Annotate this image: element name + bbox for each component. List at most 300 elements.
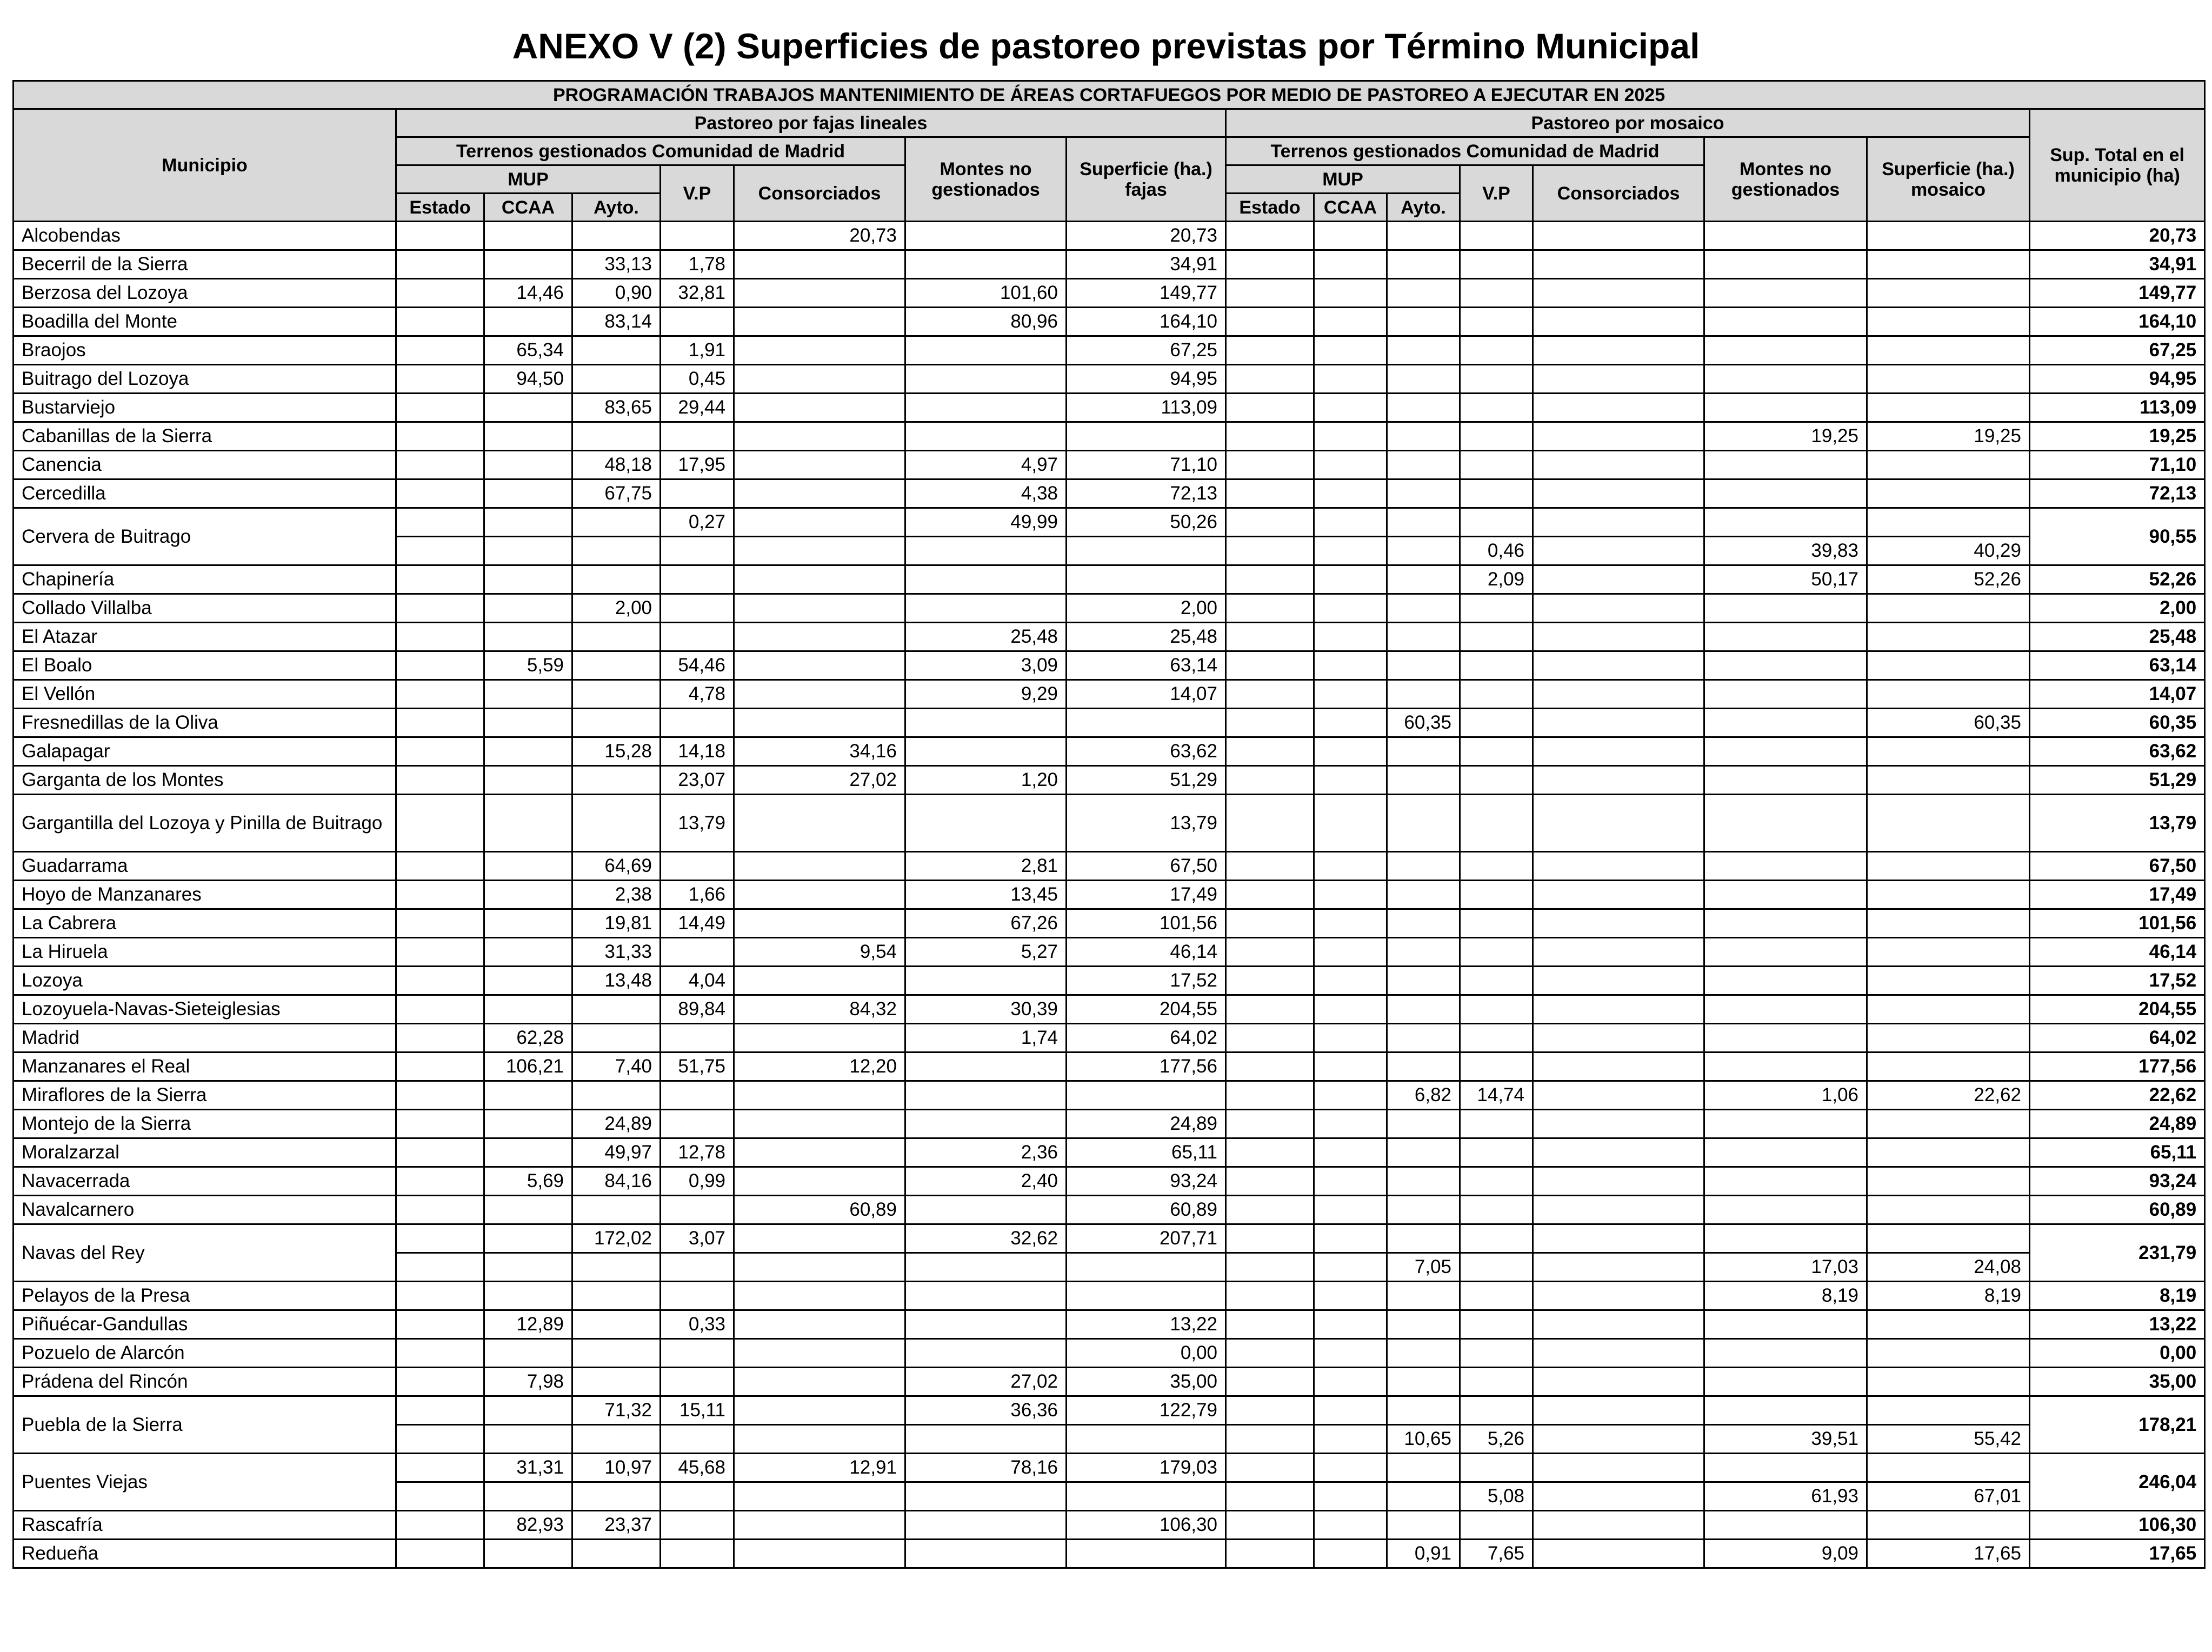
cell-total: 19,25 bbox=[2030, 422, 2205, 451]
cell-mosaico-ayto bbox=[1387, 1310, 1460, 1339]
table-row bbox=[14, 1310, 2205, 1339]
cell-total: 65,11 bbox=[2030, 1138, 2205, 1167]
cell-fajas-ayto bbox=[572, 1425, 661, 1454]
cell-fajas-ccaa bbox=[484, 422, 572, 451]
cell-total: 149,77 bbox=[2030, 279, 2205, 308]
cell-fajas-ccaa: 5,59 bbox=[484, 651, 572, 680]
cell-fajas-superficie: 14,07 bbox=[1067, 680, 1226, 709]
cell-mosaico-montes bbox=[1704, 967, 1867, 995]
cell-mosaico-vp bbox=[1460, 1053, 1533, 1081]
cell-mosaico-vp bbox=[1460, 967, 1533, 995]
cell-fajas-vp: 14,49 bbox=[661, 909, 734, 938]
cell-total: 178,21 bbox=[2030, 1396, 2205, 1454]
cell-fajas-vp bbox=[661, 479, 734, 508]
cell-fajas-consorciados bbox=[734, 1282, 905, 1310]
cell-fajas-consorciados bbox=[734, 623, 905, 651]
cell-mosaico-superficie bbox=[1867, 1310, 2030, 1339]
cell-mosaico-ccaa bbox=[1314, 909, 1387, 938]
cell-fajas-vp: 14,18 bbox=[661, 737, 734, 766]
cell-mosaico-montes bbox=[1704, 394, 1867, 422]
cell-fajas-estado bbox=[396, 1081, 484, 1110]
table-row bbox=[14, 336, 2205, 365]
cell-mosaico-vp bbox=[1460, 279, 1533, 308]
cell-mosaico-consorciados bbox=[1533, 1196, 1704, 1224]
cell-mosaico-montes: 39,51 bbox=[1704, 1425, 1867, 1454]
table-row bbox=[14, 737, 2205, 766]
cell-mosaico-superficie bbox=[1867, 451, 2030, 479]
cell-mosaico-ayto bbox=[1387, 623, 1460, 651]
cell-mosaico-montes: 9,09 bbox=[1704, 1540, 1867, 1568]
cell-fajas-ayto bbox=[572, 1339, 661, 1368]
cell-total: 2,00 bbox=[2030, 594, 2205, 623]
cell-fajas-consorciados bbox=[734, 1081, 905, 1110]
cell-mosaico-superficie: 17,65 bbox=[1867, 1540, 2030, 1568]
cell-mosaico-ayto bbox=[1387, 365, 1460, 394]
cell-municipio: Navas del Rey bbox=[14, 1224, 396, 1282]
cell-fajas-ccaa: 5,69 bbox=[484, 1167, 572, 1196]
cell-fajas-montes bbox=[905, 1253, 1067, 1282]
cell-fajas-superficie bbox=[1067, 1540, 1226, 1568]
cell-fajas-superficie: 13,22 bbox=[1067, 1310, 1226, 1339]
cell-mosaico-estado bbox=[1226, 1224, 1314, 1253]
cell-fajas-ccaa: 65,34 bbox=[484, 336, 572, 365]
cell-fajas-consorciados bbox=[734, 1339, 905, 1368]
cell-mosaico-vp bbox=[1460, 1310, 1533, 1339]
cell-mosaico-vp bbox=[1460, 651, 1533, 680]
cell-fajas-ayto bbox=[572, 336, 661, 365]
cell-fajas-ccaa bbox=[484, 766, 572, 795]
cell-mosaico-vp bbox=[1460, 709, 1533, 737]
cell-mosaico-estado bbox=[1226, 394, 1314, 422]
cell-mosaico-superficie bbox=[1867, 680, 2030, 709]
cell-mosaico-ayto bbox=[1387, 1110, 1460, 1138]
cell-fajas-consorciados bbox=[734, 279, 905, 308]
cell-mosaico-estado bbox=[1226, 1310, 1314, 1339]
table-row bbox=[14, 508, 2205, 537]
cell-fajas-ccaa bbox=[484, 508, 572, 537]
table-row bbox=[14, 995, 2205, 1024]
cell-fajas-vp: 4,04 bbox=[661, 967, 734, 995]
cell-mosaico-ccaa bbox=[1314, 365, 1387, 394]
cell-total: 14,07 bbox=[2030, 680, 2205, 709]
cell-mosaico-consorciados bbox=[1533, 1511, 1704, 1540]
cell-fajas-ccaa bbox=[484, 909, 572, 938]
cell-mosaico-consorciados bbox=[1533, 1339, 1704, 1368]
cell-mosaico-vp bbox=[1460, 1138, 1533, 1167]
cell-fajas-montes bbox=[905, 1282, 1067, 1310]
cell-fajas-montes bbox=[905, 250, 1067, 279]
cell-fajas-ayto: 31,33 bbox=[572, 938, 661, 967]
cell-mosaico-ayto bbox=[1387, 279, 1460, 308]
cell-mosaico-superficie bbox=[1867, 394, 2030, 422]
header-mosaico-consorciados: Consorciados bbox=[1533, 165, 1704, 222]
cell-municipio: Rascafría bbox=[14, 1511, 396, 1540]
cell-mosaico-montes bbox=[1704, 680, 1867, 709]
header-fajas-mup: MUP bbox=[396, 165, 661, 194]
cell-fajas-vp bbox=[661, 1110, 734, 1138]
table-row bbox=[14, 1282, 2205, 1310]
cell-fajas-estado bbox=[396, 1339, 484, 1368]
cell-mosaico-vp bbox=[1460, 451, 1533, 479]
table-row bbox=[14, 1081, 2205, 1110]
cell-fajas-montes bbox=[905, 394, 1067, 422]
cell-mosaico-montes bbox=[1704, 508, 1867, 537]
cell-fajas-consorciados: 12,91 bbox=[734, 1454, 905, 1482]
table-row bbox=[14, 394, 2205, 422]
cell-mosaico-superficie: 22,62 bbox=[1867, 1081, 2030, 1110]
cell-mosaico-consorciados bbox=[1533, 279, 1704, 308]
cell-municipio: Braojos bbox=[14, 336, 396, 365]
cell-total: 63,14 bbox=[2030, 651, 2205, 680]
cell-fajas-superficie: 207,71 bbox=[1067, 1224, 1226, 1253]
cell-mosaico-montes bbox=[1704, 709, 1867, 737]
cell-fajas-vp: 23,07 bbox=[661, 766, 734, 795]
cell-fajas-estado bbox=[396, 1053, 484, 1081]
cell-fajas-superficie bbox=[1067, 537, 1226, 565]
cell-mosaico-superficie: 8,19 bbox=[1867, 1282, 2030, 1310]
cell-fajas-superficie: 179,03 bbox=[1067, 1454, 1226, 1482]
cell-total: 60,89 bbox=[2030, 1196, 2205, 1224]
cell-mosaico-consorciados bbox=[1533, 1454, 1704, 1482]
cell-total: 20,73 bbox=[2030, 222, 2205, 250]
cell-fajas-estado bbox=[396, 1024, 484, 1053]
cell-municipio: La Hiruela bbox=[14, 938, 396, 967]
cell-mosaico-ccaa bbox=[1314, 938, 1387, 967]
cell-mosaico-montes bbox=[1704, 1224, 1867, 1253]
cell-fajas-superficie: 20,73 bbox=[1067, 222, 1226, 250]
cell-fajas-ccaa bbox=[484, 1425, 572, 1454]
cell-fajas-consorciados bbox=[734, 709, 905, 737]
cell-mosaico-vp bbox=[1460, 365, 1533, 394]
cell-mosaico-ayto bbox=[1387, 479, 1460, 508]
table-row bbox=[14, 881, 2205, 909]
cell-mosaico-ayto: 0,91 bbox=[1387, 1540, 1460, 1568]
cell-mosaico-consorciados bbox=[1533, 1167, 1704, 1196]
cell-fajas-superficie: 65,11 bbox=[1067, 1138, 1226, 1167]
cell-mosaico-estado bbox=[1226, 909, 1314, 938]
cell-municipio: Garganta de los Montes bbox=[14, 766, 396, 795]
cell-fajas-consorciados bbox=[734, 1540, 905, 1568]
table-row bbox=[14, 565, 2205, 594]
cell-municipio: Alcobendas bbox=[14, 222, 396, 250]
header-fajas-superficie: Superficie (ha.) fajas bbox=[1067, 137, 1226, 222]
cell-fajas-vp bbox=[661, 222, 734, 250]
cell-fajas-consorciados bbox=[734, 1310, 905, 1339]
cell-total: 113,09 bbox=[2030, 394, 2205, 422]
cell-fajas-superficie: 71,10 bbox=[1067, 451, 1226, 479]
cell-mosaico-consorciados bbox=[1533, 394, 1704, 422]
table-row bbox=[14, 1196, 2205, 1224]
cell-fajas-montes bbox=[905, 422, 1067, 451]
cell-fajas-montes: 4,38 bbox=[905, 479, 1067, 508]
cell-mosaico-vp bbox=[1460, 1253, 1533, 1282]
cell-fajas-estado bbox=[396, 795, 484, 852]
cell-mosaico-superficie: 40,29 bbox=[1867, 537, 2030, 565]
cell-fajas-ayto bbox=[572, 1310, 661, 1339]
table-row bbox=[14, 766, 2205, 795]
cell-mosaico-superficie bbox=[1867, 308, 2030, 336]
cell-municipio: Redueña bbox=[14, 1540, 396, 1568]
cell-mosaico-ayto: 6,82 bbox=[1387, 1081, 1460, 1110]
cell-mosaico-superficie bbox=[1867, 623, 2030, 651]
cell-mosaico-estado bbox=[1226, 623, 1314, 651]
cell-mosaico-superficie bbox=[1867, 1167, 2030, 1196]
cell-municipio: La Cabrera bbox=[14, 909, 396, 938]
cell-municipio: Piñuécar-Gandullas bbox=[14, 1310, 396, 1339]
cell-mosaico-consorciados bbox=[1533, 1540, 1704, 1568]
cell-fajas-montes bbox=[905, 1310, 1067, 1339]
table-row bbox=[14, 938, 2205, 967]
cell-mosaico-superficie bbox=[1867, 1110, 2030, 1138]
cell-fajas-montes: 2,81 bbox=[905, 852, 1067, 881]
cell-fajas-consorciados bbox=[734, 336, 905, 365]
cell-fajas-estado bbox=[396, 1310, 484, 1339]
cell-fajas-estado bbox=[396, 1138, 484, 1167]
cell-fajas-ayto bbox=[572, 680, 661, 709]
cell-fajas-ayto bbox=[572, 709, 661, 737]
cell-fajas-ccaa: 12,89 bbox=[484, 1310, 572, 1339]
table-row bbox=[14, 909, 2205, 938]
cell-fajas-montes bbox=[905, 1339, 1067, 1368]
cell-fajas-estado bbox=[396, 308, 484, 336]
cell-fajas-ayto bbox=[572, 1368, 661, 1396]
cell-mosaico-montes bbox=[1704, 852, 1867, 881]
cell-fajas-vp bbox=[661, 852, 734, 881]
cell-fajas-montes bbox=[905, 1482, 1067, 1511]
cell-mosaico-ccaa bbox=[1314, 995, 1387, 1024]
cell-mosaico-montes bbox=[1704, 1368, 1867, 1396]
cell-fajas-ayto: 172,02 bbox=[572, 1224, 661, 1253]
header-fajas-ayto: Ayto. bbox=[572, 194, 661, 222]
cell-mosaico-ccaa bbox=[1314, 680, 1387, 709]
cell-mosaico-superficie bbox=[1867, 1196, 2030, 1224]
cell-mosaico-consorciados bbox=[1533, 1138, 1704, 1167]
cell-mosaico-vp bbox=[1460, 881, 1533, 909]
cell-fajas-vp bbox=[661, 422, 734, 451]
cell-mosaico-estado bbox=[1226, 1167, 1314, 1196]
cell-fajas-vp bbox=[661, 1482, 734, 1511]
cell-total: 231,79 bbox=[2030, 1224, 2205, 1282]
cell-total: 17,52 bbox=[2030, 967, 2205, 995]
cell-mosaico-ccaa bbox=[1314, 250, 1387, 279]
cell-fajas-vp: 17,95 bbox=[661, 451, 734, 479]
cell-fajas-consorciados: 20,73 bbox=[734, 222, 905, 250]
cell-total: 24,89 bbox=[2030, 1110, 2205, 1138]
cell-fajas-ccaa bbox=[484, 308, 572, 336]
cell-fajas-montes bbox=[905, 737, 1067, 766]
cell-mosaico-consorciados bbox=[1533, 422, 1704, 451]
cell-fajas-ayto: 83,65 bbox=[572, 394, 661, 422]
cell-mosaico-ccaa bbox=[1314, 394, 1387, 422]
cell-fajas-ccaa bbox=[484, 967, 572, 995]
cell-mosaico-estado bbox=[1226, 1368, 1314, 1396]
cell-mosaico-consorciados bbox=[1533, 336, 1704, 365]
cell-municipio: Cabanillas de la Sierra bbox=[14, 422, 396, 451]
cell-fajas-estado bbox=[396, 1110, 484, 1138]
cell-mosaico-superficie bbox=[1867, 1396, 2030, 1425]
cell-fajas-consorciados bbox=[734, 394, 905, 422]
cell-fajas-vp: 1,66 bbox=[661, 881, 734, 909]
cell-mosaico-consorciados bbox=[1533, 737, 1704, 766]
cell-fajas-montes bbox=[905, 537, 1067, 565]
cell-mosaico-estado bbox=[1226, 1138, 1314, 1167]
cell-mosaico-superficie: 67,01 bbox=[1867, 1482, 2030, 1511]
cell-fajas-ccaa bbox=[484, 995, 572, 1024]
cell-mosaico-vp bbox=[1460, 680, 1533, 709]
cell-fajas-vp bbox=[661, 1368, 734, 1396]
cell-fajas-ccaa bbox=[484, 680, 572, 709]
cell-fajas-consorciados bbox=[734, 1224, 905, 1253]
cell-municipio: Chapinería bbox=[14, 565, 396, 594]
cell-mosaico-vp bbox=[1460, 1454, 1533, 1482]
cell-fajas-ccaa bbox=[484, 1224, 572, 1253]
cell-mosaico-estado bbox=[1226, 451, 1314, 479]
cell-mosaico-consorciados bbox=[1533, 967, 1704, 995]
cell-mosaico-vp bbox=[1460, 1110, 1533, 1138]
cell-mosaico-estado bbox=[1226, 508, 1314, 537]
cell-total: 106,30 bbox=[2030, 1511, 2205, 1540]
cell-mosaico-estado bbox=[1226, 766, 1314, 795]
page-title: ANEXO V (2) Superficies de pastoreo previstas por Término Municipal bbox=[512, 26, 1700, 66]
cell-mosaico-consorciados bbox=[1533, 365, 1704, 394]
table-row bbox=[14, 422, 2205, 451]
cell-fajas-montes: 101,60 bbox=[905, 279, 1067, 308]
cell-mosaico-superficie bbox=[1867, 508, 2030, 537]
cell-mosaico-ccaa bbox=[1314, 222, 1387, 250]
header-fajas-estado: Estado bbox=[396, 194, 484, 222]
cell-fajas-ayto bbox=[572, 222, 661, 250]
cell-municipio: Cervera de Buitrago bbox=[14, 508, 396, 565]
cell-fajas-ayto bbox=[572, 1282, 661, 1310]
cell-mosaico-montes bbox=[1704, 308, 1867, 336]
cell-mosaico-ayto bbox=[1387, 651, 1460, 680]
cell-mosaico-superficie bbox=[1867, 766, 2030, 795]
cell-fajas-ccaa bbox=[484, 938, 572, 967]
cell-mosaico-estado bbox=[1226, 1196, 1314, 1224]
table-row bbox=[14, 308, 2205, 336]
cell-mosaico-consorciados bbox=[1533, 508, 1704, 537]
cell-fajas-ccaa bbox=[484, 852, 572, 881]
table-row bbox=[14, 451, 2205, 479]
cell-fajas-estado bbox=[396, 737, 484, 766]
cell-mosaico-ayto bbox=[1387, 222, 1460, 250]
cell-mosaico-ccaa bbox=[1314, 1167, 1387, 1196]
cell-mosaico-superficie bbox=[1867, 1138, 2030, 1167]
table-row bbox=[14, 1540, 2205, 1568]
cell-mosaico-montes bbox=[1704, 1396, 1867, 1425]
cell-mosaico-montes: 50,17 bbox=[1704, 565, 1867, 594]
header-fajas-group: Pastoreo por fajas lineales bbox=[396, 109, 1226, 137]
cell-fajas-ccaa: 7,98 bbox=[484, 1368, 572, 1396]
cell-mosaico-ccaa bbox=[1314, 623, 1387, 651]
cell-fajas-montes bbox=[905, 1540, 1067, 1568]
cell-fajas-vp bbox=[661, 1282, 734, 1310]
cell-municipio: Manzanares el Real bbox=[14, 1053, 396, 1081]
header-fajas-montes: Montes no gestionados bbox=[905, 137, 1067, 222]
cell-mosaico-consorciados bbox=[1533, 909, 1704, 938]
cell-fajas-superficie: 50,26 bbox=[1067, 508, 1226, 537]
cell-fajas-vp: 1,78 bbox=[661, 250, 734, 279]
cell-fajas-montes: 4,97 bbox=[905, 451, 1067, 479]
cell-fajas-ayto: 24,89 bbox=[572, 1110, 661, 1138]
cell-mosaico-montes bbox=[1704, 1024, 1867, 1053]
cell-fajas-superficie: 2,00 bbox=[1067, 594, 1226, 623]
cell-mosaico-ccaa bbox=[1314, 279, 1387, 308]
cell-mosaico-estado bbox=[1226, 365, 1314, 394]
cell-mosaico-ccaa bbox=[1314, 565, 1387, 594]
table-row bbox=[14, 1224, 2205, 1253]
header-mosaico-ccaa: CCAA bbox=[1314, 194, 1387, 222]
cell-fajas-consorciados: 27,02 bbox=[734, 766, 905, 795]
cell-fajas-superficie: 93,24 bbox=[1067, 1167, 1226, 1196]
cell-fajas-vp bbox=[661, 1511, 734, 1540]
cell-mosaico-superficie bbox=[1867, 479, 2030, 508]
cell-mosaico-ayto bbox=[1387, 1454, 1460, 1482]
cell-fajas-montes: 32,62 bbox=[905, 1224, 1067, 1253]
cell-fajas-vp bbox=[661, 1540, 734, 1568]
cell-mosaico-montes bbox=[1704, 1310, 1867, 1339]
cell-municipio: Boadilla del Monte bbox=[14, 308, 396, 336]
cell-mosaico-montes bbox=[1704, 250, 1867, 279]
table-row bbox=[14, 1110, 2205, 1138]
cell-mosaico-superficie bbox=[1867, 1339, 2030, 1368]
cell-fajas-superficie: 64,02 bbox=[1067, 1024, 1226, 1053]
cell-fajas-estado bbox=[396, 680, 484, 709]
cell-fajas-ayto bbox=[572, 565, 661, 594]
cell-total: 60,35 bbox=[2030, 709, 2205, 737]
cell-mosaico-ayto bbox=[1387, 680, 1460, 709]
cell-mosaico-ccaa bbox=[1314, 1053, 1387, 1081]
cell-mosaico-consorciados bbox=[1533, 766, 1704, 795]
cell-mosaico-montes bbox=[1704, 795, 1867, 852]
cell-mosaico-superficie: 60,35 bbox=[1867, 709, 2030, 737]
cell-municipio: Berzosa del Lozoya bbox=[14, 279, 396, 308]
cell-fajas-ayto: 13,48 bbox=[572, 967, 661, 995]
cell-fajas-vp: 51,75 bbox=[661, 1053, 734, 1081]
cell-fajas-consorciados bbox=[734, 594, 905, 623]
cell-fajas-montes bbox=[905, 365, 1067, 394]
cell-mosaico-ccaa bbox=[1314, 881, 1387, 909]
cell-fajas-consorciados: 12,20 bbox=[734, 1053, 905, 1081]
cell-municipio: Fresnedillas de la Oliva bbox=[14, 709, 396, 737]
cell-mosaico-ayto bbox=[1387, 508, 1460, 537]
cell-mosaico-montes bbox=[1704, 995, 1867, 1024]
cell-total: 204,55 bbox=[2030, 995, 2205, 1024]
cell-mosaico-ccaa bbox=[1314, 508, 1387, 537]
cell-mosaico-montes bbox=[1704, 938, 1867, 967]
cell-fajas-estado bbox=[396, 1224, 484, 1253]
cell-fajas-estado bbox=[396, 479, 484, 508]
cell-fajas-estado bbox=[396, 881, 484, 909]
cell-municipio: Becerril de la Sierra bbox=[14, 250, 396, 279]
cell-mosaico-ayto: 7,05 bbox=[1387, 1253, 1460, 1282]
cell-mosaico-estado bbox=[1226, 737, 1314, 766]
cell-mosaico-ayto bbox=[1387, 967, 1460, 995]
cell-mosaico-ayto bbox=[1387, 1282, 1460, 1310]
cell-mosaico-ayto bbox=[1387, 766, 1460, 795]
cell-fajas-vp bbox=[661, 594, 734, 623]
table-row bbox=[14, 1138, 2205, 1167]
cell-mosaico-consorciados bbox=[1533, 1396, 1704, 1425]
cell-municipio: Galapagar bbox=[14, 737, 396, 766]
cell-fajas-consorciados bbox=[734, 508, 905, 537]
cell-fajas-montes bbox=[905, 336, 1067, 365]
table-row bbox=[14, 1368, 2205, 1396]
cell-total: 246,04 bbox=[2030, 1454, 2205, 1511]
cell-fajas-estado bbox=[396, 1540, 484, 1568]
cell-mosaico-ayto bbox=[1387, 537, 1460, 565]
cell-mosaico-vp bbox=[1460, 1368, 1533, 1396]
